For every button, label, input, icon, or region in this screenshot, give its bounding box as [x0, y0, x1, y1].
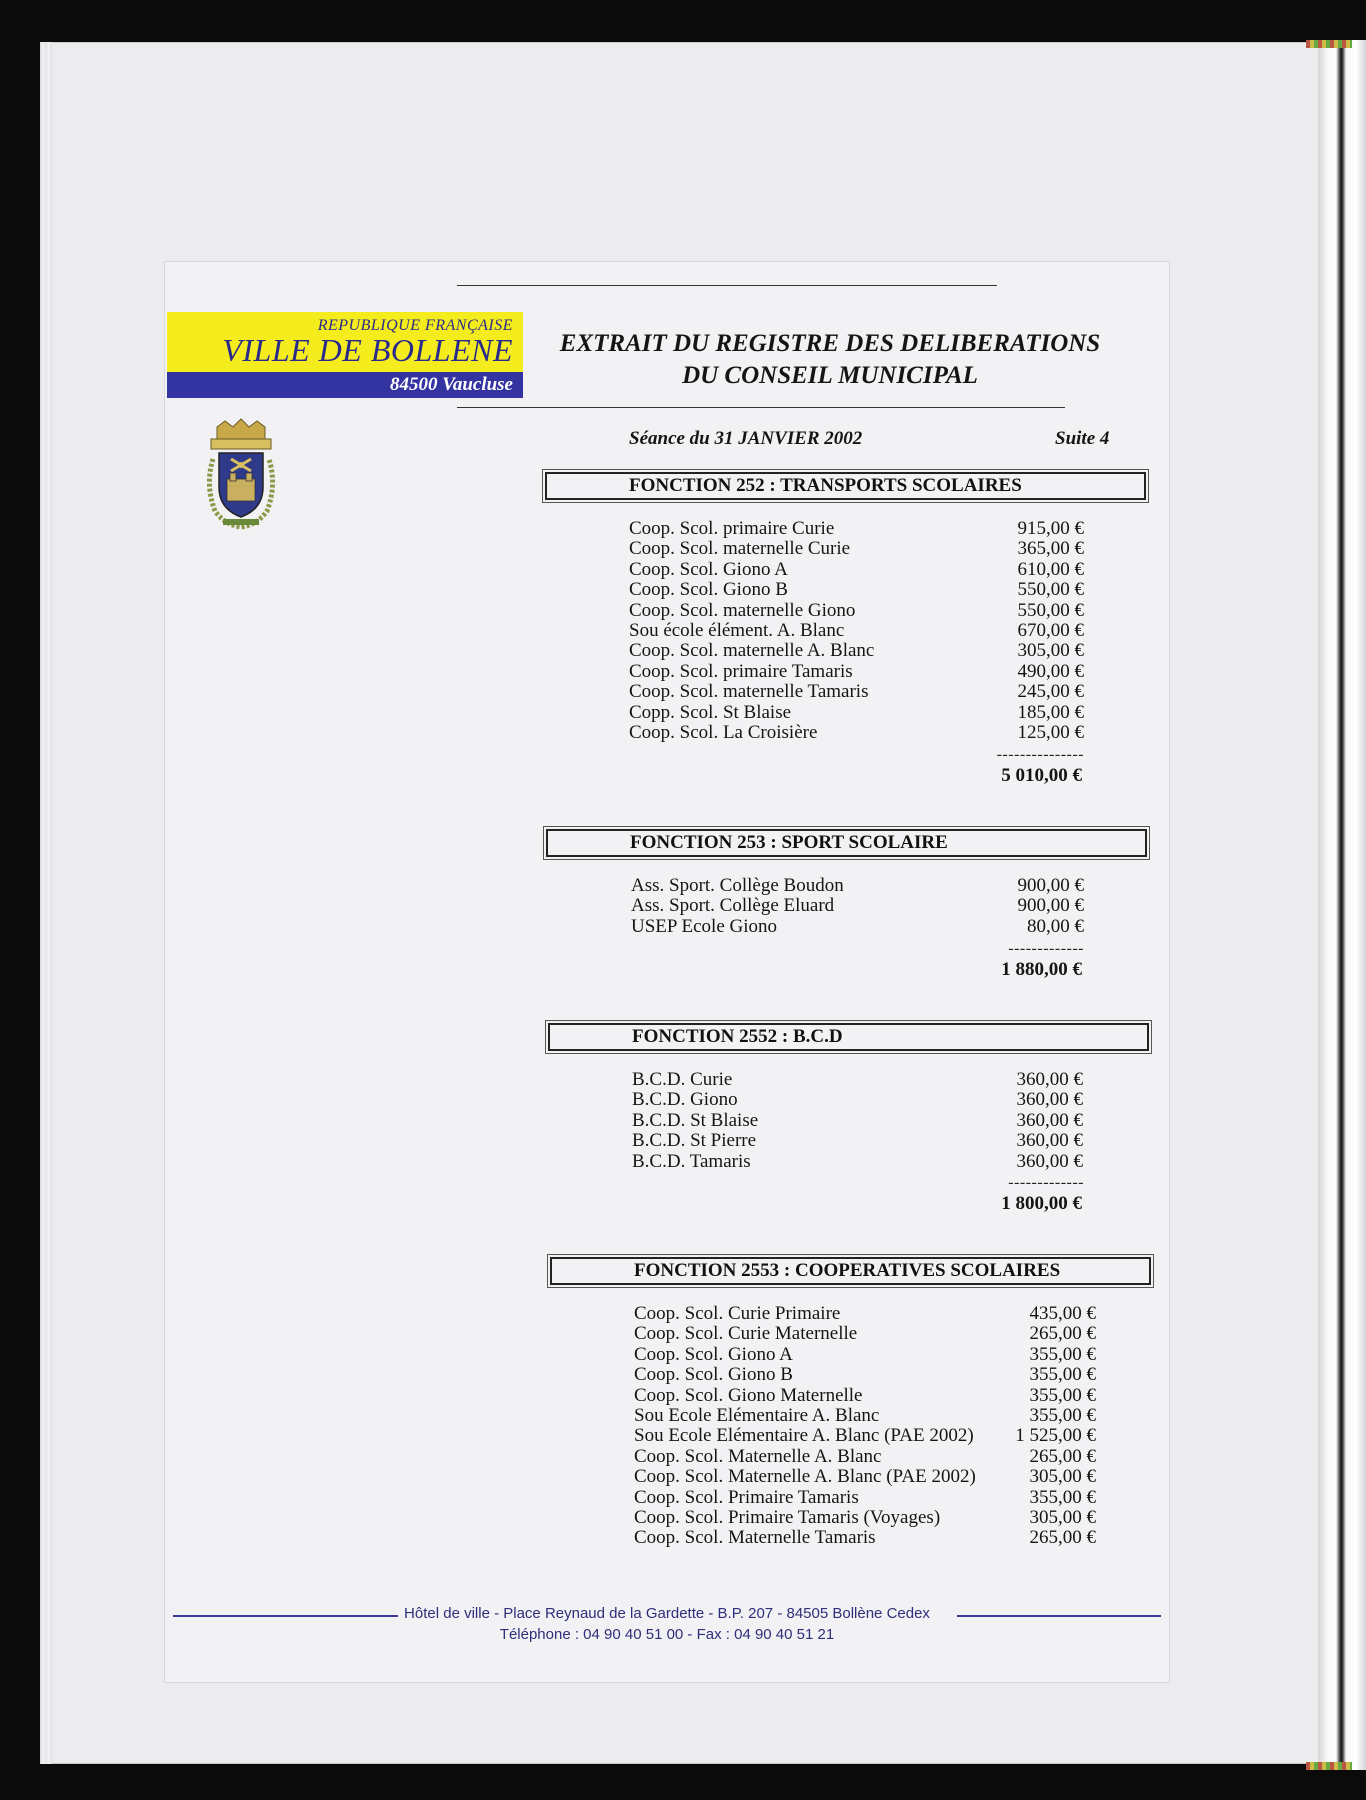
line-item-amount: 360,00 € — [1016, 1150, 1083, 1172]
line-item — [634, 1345, 1096, 1365]
line-item-label: Coop. Scol. maternelle Giono — [629, 599, 856, 621]
section-title: FONCTION 2553 : COOPERATIVES SCOLAIRES — [550, 1257, 1151, 1285]
document-sheet — [165, 262, 1169, 1682]
line-item-amount: 245,00 € — [1017, 681, 1084, 703]
line-item — [629, 519, 1084, 539]
line-item — [629, 560, 1084, 580]
line-item-label: Coop. Scol. Maternelle A. Blanc — [634, 1445, 882, 1467]
line-item-amount: 365,00 € — [1017, 538, 1084, 560]
line-item — [632, 1152, 1083, 1172]
line-item-label: Coop. Scol. maternelle Curie — [629, 538, 851, 560]
section-items — [632, 1070, 1083, 1172]
line-item-amount: 265,00 € — [1029, 1527, 1096, 1549]
line-item-label: B.C.D. St Pierre — [632, 1130, 757, 1152]
line-item-amount: 125,00 € — [1017, 721, 1084, 743]
line-item-label: Ass. Sport. Collège Boudon — [631, 875, 844, 896]
section-title: FONCTION 252 : TRANSPORTS SCOLAIRES — [545, 472, 1146, 500]
line-item-amount: 185,00 € — [1017, 701, 1084, 723]
line-item-amount: 670,00 € — [1017, 619, 1084, 641]
line-item — [629, 662, 1084, 682]
line-item-label: Coop. Scol. primaire Curie — [629, 518, 835, 539]
line-item-label: B.C.D. St Blaise — [632, 1109, 759, 1131]
line-item-label: Coop. Scol. Primaire Tamaris — [634, 1486, 859, 1508]
line-item — [634, 1528, 1096, 1548]
line-item — [634, 1386, 1096, 1406]
spine-ribbon — [1306, 1762, 1352, 1770]
coat-of-arms-icon — [201, 415, 281, 533]
republique-label: REPUBLIQUE FRANÇAISE — [317, 317, 513, 334]
line-item — [629, 641, 1084, 661]
line-item — [631, 917, 1084, 937]
line-item-label: Copp. Scol. St Blaise — [629, 701, 792, 723]
line-item-amount: 360,00 € — [1016, 1069, 1083, 1090]
line-item-label: Coop. Scol. primaire Tamaris — [629, 660, 853, 682]
line-item-amount: 435,00 € — [1029, 1303, 1096, 1324]
line-item — [634, 1406, 1096, 1426]
line-item — [634, 1426, 1096, 1446]
line-item-label: Coop. Scol. Giono A — [634, 1343, 793, 1365]
line-item-amount: 360,00 € — [1016, 1130, 1083, 1152]
title-line-2: DU CONSEIL MUNICIPAL — [682, 362, 978, 389]
section-title: FONCTION 2552 : B.C.D — [548, 1023, 1149, 1051]
line-item-label: Coop. Scol. Maternelle A. Blanc (PAE 2002) — [634, 1466, 976, 1488]
section-total: 5 010,00 € — [1001, 765, 1082, 786]
line-item — [634, 1508, 1096, 1528]
line-item-label: Coop. Scol. Curie Primaire — [634, 1303, 841, 1324]
top-rule — [457, 285, 997, 286]
line-item — [634, 1467, 1096, 1487]
line-item-amount: 550,00 € — [1017, 579, 1084, 601]
logo-yellow-band — [167, 312, 523, 372]
logo-blue-band — [167, 372, 523, 398]
line-item-amount: 305,00 € — [1029, 1466, 1096, 1488]
section-title: FONCTION 253 : SPORT SCOLAIRE — [546, 829, 1147, 857]
line-item-label: Sou Ecole Elémentaire A. Blanc (PAE 2002) — [634, 1425, 974, 1447]
line-item-amount: 355,00 € — [1029, 1364, 1096, 1386]
title-line-1: EXTRAIT DU REGISTRE DES DELIBERATIONS — [559, 330, 1101, 357]
line-item-amount: 305,00 € — [1017, 640, 1084, 662]
line-item-label: Sou école élément. A. Blanc — [629, 619, 845, 641]
line-item-amount: 265,00 € — [1029, 1323, 1096, 1345]
section-items — [629, 519, 1084, 743]
line-item — [629, 539, 1084, 559]
line-item-amount: 305,00 € — [1029, 1506, 1096, 1528]
line-item — [632, 1090, 1083, 1110]
line-item-amount: 1 525,00 € — [1015, 1425, 1096, 1447]
seance-date: Séance du 31 JANVIER 2002 — [629, 428, 863, 449]
line-item-amount: 550,00 € — [1017, 599, 1084, 621]
departement-label: 84500 Vaucluse — [390, 374, 513, 395]
line-item-amount: 355,00 € — [1029, 1486, 1096, 1508]
line-item — [629, 621, 1084, 641]
line-item-label: B.C.D. Tamaris — [632, 1150, 751, 1172]
line-item — [634, 1488, 1096, 1508]
document-title — [535, 328, 1125, 392]
line-item-amount: 915,00 € — [1017, 518, 1084, 539]
line-item — [629, 682, 1084, 702]
subtotal-separator: ------------- — [1008, 1174, 1084, 1191]
subtotal-separator: --------------- — [996, 746, 1084, 763]
section-total: 1 800,00 € — [1001, 1193, 1082, 1214]
line-item-amount: 900,00 € — [1017, 875, 1084, 896]
footer-address: Hôtel de ville - Place Reynaud de la Gardette - B.P. 207 - 84505 Bollène Cedex — [404, 1605, 930, 1622]
line-item-amount: 900,00 € — [1017, 895, 1084, 917]
line-item — [634, 1324, 1096, 1344]
line-item-label: Coop. Scol. Giono A — [629, 558, 788, 580]
line-item-label: Coop. Scol. maternelle Tamaris — [629, 681, 869, 703]
line-item — [629, 580, 1084, 600]
line-item-amount: 490,00 € — [1017, 660, 1084, 682]
spine-ribbon — [1306, 40, 1352, 48]
city-name: VILLE DE BOLLENE — [222, 332, 513, 368]
line-item-amount: 355,00 € — [1029, 1384, 1096, 1406]
line-item-label: B.C.D. Curie — [632, 1069, 733, 1090]
section-total: 1 880,00 € — [1001, 959, 1082, 980]
line-item-amount: 360,00 € — [1016, 1109, 1083, 1131]
footer-phone: Téléphone : 04 90 40 51 00 - Fax : 04 90 40 51 21 — [499, 1626, 835, 1643]
line-item-label: Coop. Scol. Giono B — [634, 1364, 793, 1386]
line-item-label: B.C.D. Giono — [632, 1089, 738, 1111]
city-logo-banner — [167, 312, 523, 398]
line-item-label: Coop. Scol. maternelle A. Blanc — [629, 640, 875, 662]
line-item — [634, 1447, 1096, 1467]
line-item-amount: 355,00 € — [1029, 1404, 1096, 1426]
line-item — [632, 1111, 1083, 1131]
line-item — [632, 1070, 1083, 1090]
line-item-label: Coop. Scol. Giono B — [629, 579, 788, 601]
line-item — [629, 723, 1084, 743]
line-item-amount: 80,00 € — [1027, 915, 1084, 937]
line-item — [634, 1365, 1096, 1385]
section-items — [634, 1304, 1096, 1549]
line-item-label: Coop. Scol. La Croisière — [629, 721, 818, 743]
line-item — [631, 896, 1084, 916]
line-item-label: Coop. Scol. Giono Maternelle — [634, 1384, 863, 1406]
line-item — [632, 1131, 1083, 1151]
page-edge — [40, 42, 52, 1764]
line-item-amount: 610,00 € — [1017, 558, 1084, 580]
line-item — [631, 876, 1084, 896]
line-item — [634, 1304, 1096, 1324]
page-suite: Suite 4 — [1055, 428, 1110, 449]
line-item-label: Coop. Scol. Primaire Tamaris (Voyages) — [634, 1506, 941, 1528]
line-item-amount: 265,00 € — [1029, 1445, 1096, 1467]
line-item-label: Coop. Scol. Curie Maternelle — [634, 1323, 858, 1345]
book-spine — [1318, 40, 1366, 1770]
section-items — [631, 876, 1084, 937]
line-item-label: USEP Ecole Giono — [631, 915, 778, 937]
title-rule — [457, 407, 1065, 408]
line-item-label: Sou Ecole Elémentaire A. Blanc — [634, 1404, 880, 1426]
line-item-label: Ass. Sport. Collège Eluard — [631, 895, 835, 917]
line-item-label: Coop. Scol. Maternelle Tamaris — [634, 1527, 876, 1549]
line-item — [629, 601, 1084, 621]
line-item — [629, 703, 1084, 723]
subtotal-separator: ------------- — [1008, 940, 1084, 957]
line-item-amount: 360,00 € — [1016, 1089, 1083, 1111]
line-item-amount: 355,00 € — [1029, 1343, 1096, 1365]
